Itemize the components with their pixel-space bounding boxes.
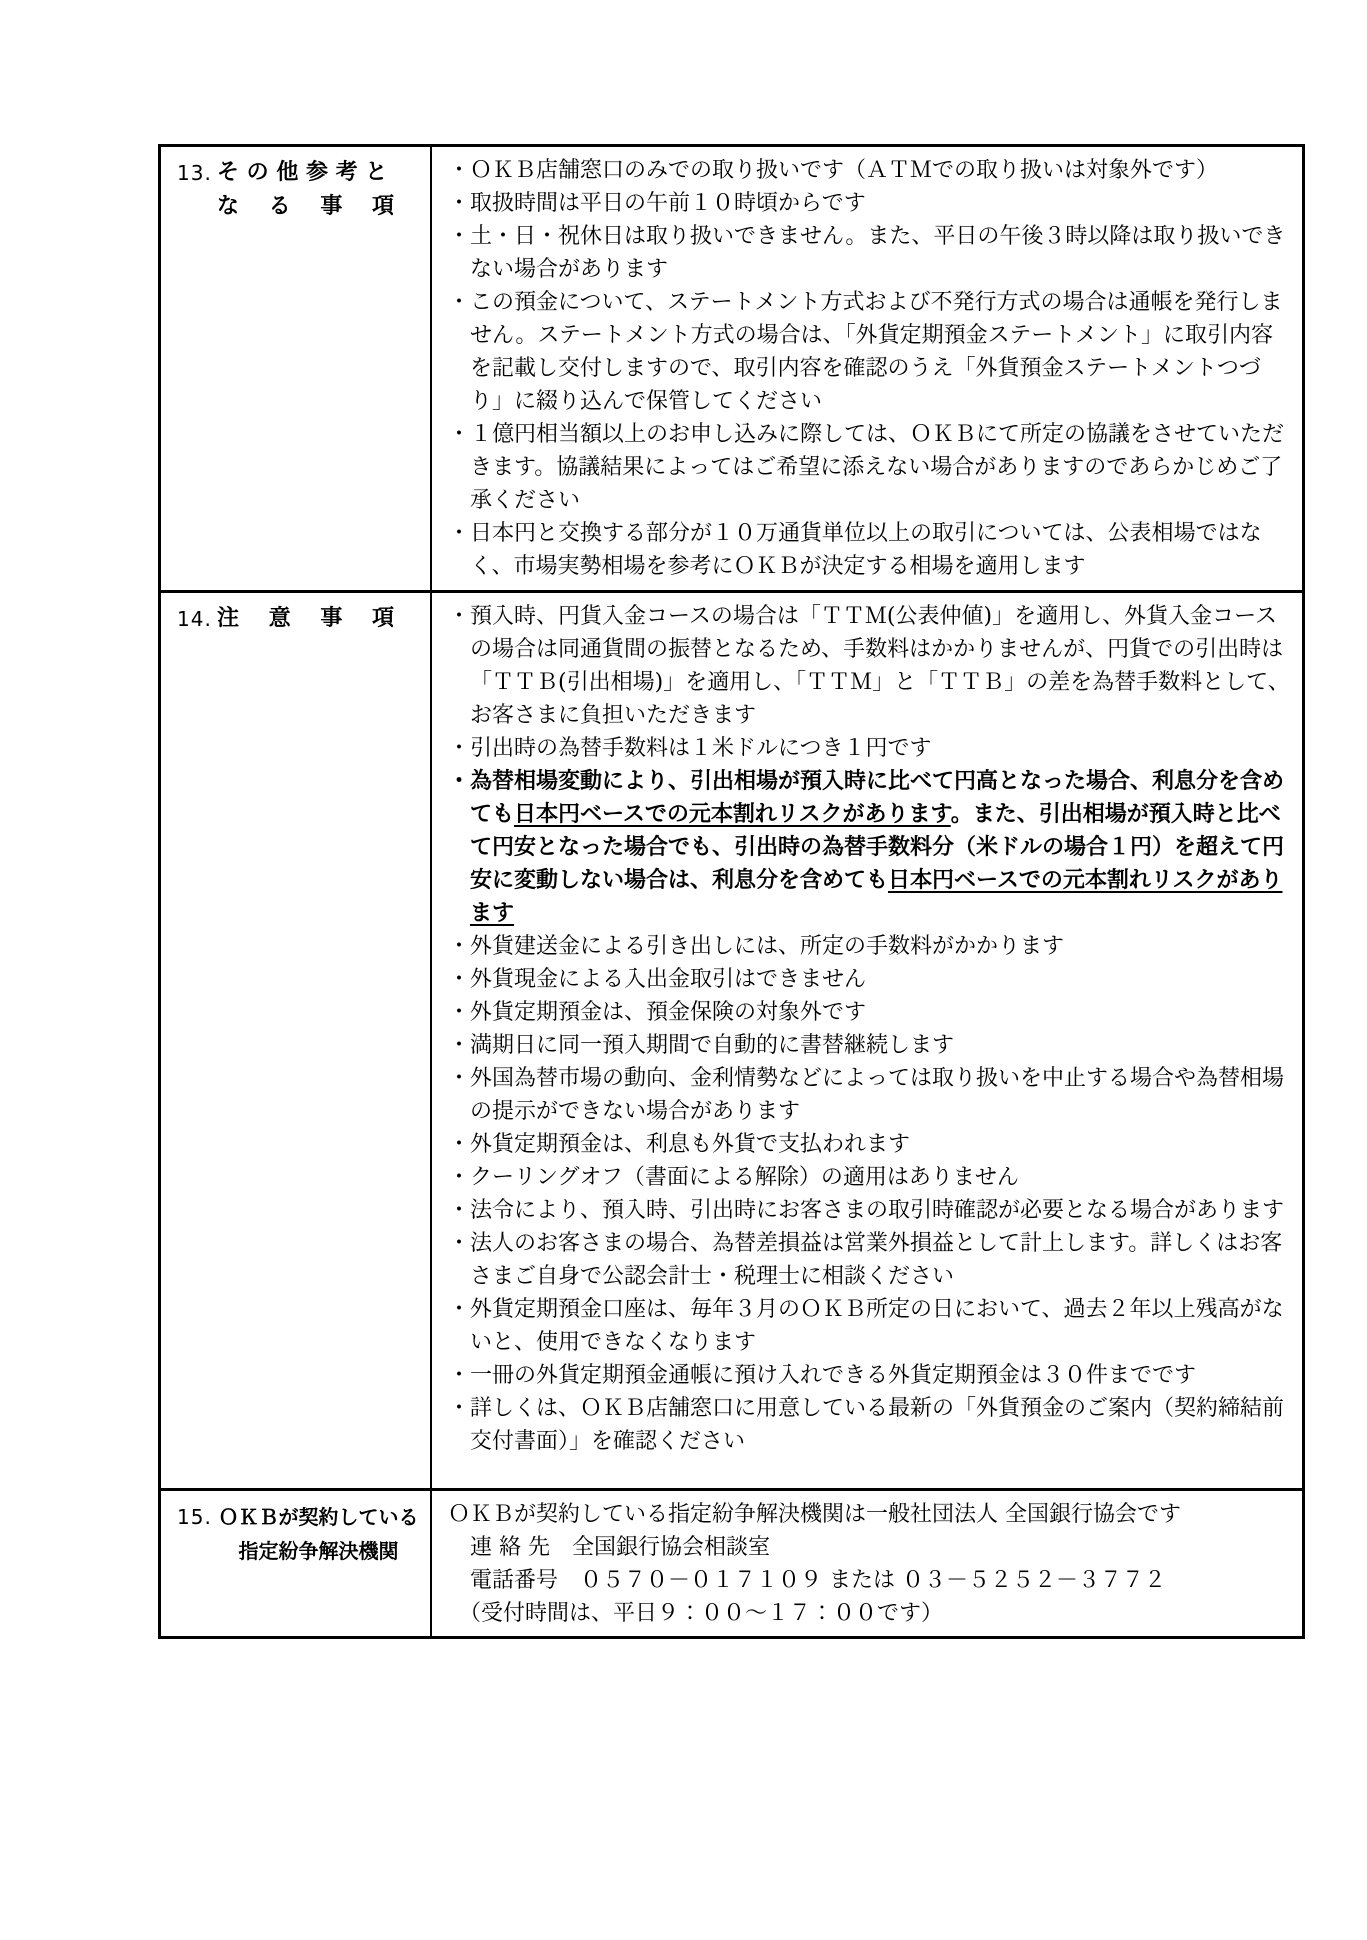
bullet-item: ・外国為替市場の動向、金利情勢などによっては取り扱いを中止する場合や為替相場の提示ができない場合があります (448, 1066, 1285, 1124)
bullet-item: ・法令により、預入時、引出時にお客さまの取引時確認が必要となる場合があります (448, 1198, 1285, 1223)
bullet-item: ・引出時の為替手数料は１米ドルにつき１円です (448, 736, 932, 761)
row-number: 15. (177, 1505, 212, 1529)
risk-text-segment: 。また、引出相場が預入時と比べて円安となった場合でも、引出時の為替手数料分（米ドルの場合１円）を超えて円安に変動しない場合は、利息分を含めても (470, 802, 1285, 893)
bullet-list (448, 930, 1290, 1458)
cautions-content (432, 593, 1302, 1488)
bullet-item: ・詳しくは、ＯＫＢ店舗窓口に用意している最新の「外貨預金のご案内（契約締結前交付書面）」を確認ください (448, 1396, 1285, 1454)
bullet-item: ・ＯＫＢ店舗窓口のみでの取り扱いです（ＡＴＭでの取り扱いは対象外です） (448, 158, 1219, 183)
bullet-item: ・取扱時間は平日の午前１０時頃からです (448, 191, 866, 216)
risk-text-underlined: 日本円ベースでの元本割れリスクがあります (470, 868, 1283, 926)
row-number: 13. (177, 161, 212, 185)
info-line: 電話番号 ０５７０－０１７１０９ または ０３－５２５２－３７７２ (448, 1568, 1166, 1593)
row-header-dispute-resolution (161, 1491, 432, 1636)
risk-text-underlined: 日本円ベースでの元本割れリスクがあります (514, 802, 951, 827)
principal-loss-risk-warning (448, 765, 1290, 930)
row-title-line: な る 事 項 (217, 194, 394, 219)
bullet-list (448, 154, 1290, 583)
info-line: 連 絡 先 全国銀行協会相談室 (448, 1535, 770, 1560)
bullet-item: ・日本円と交換する部分が１０万通貨単位以上の取引については、公表相場ではなく、市場実勢相場を参考にＯＫＢが決定する相場を適用します (448, 521, 1262, 579)
row-header-cautions (161, 593, 432, 1488)
risk-text-segment: ・為替相場変動により、引出相場が預入時に比べて円高となった場合、利息分を含めても (448, 769, 1285, 827)
row-number: 14. (177, 607, 212, 631)
bullet-item: ・外貨現金による入出金取引はできません (448, 967, 867, 992)
bullet-item: ・外貨定期預金は、利息も外貨で支払われます (448, 1132, 911, 1157)
terms-table (158, 144, 1305, 1639)
bullet-item: ・満期日に同一預入期間で自動的に書替継続します (448, 1033, 955, 1058)
bullet-item: ・預入時、円貨入金コースの場合は「ＴＴＭ(公表仲値)」を適用し、外貨入金コースの場合は同通貨間の振替となるため、手数料はかかりませんが、円貨での引出時は「ＴＴＢ(引出相場)」を適用し、「ＴＴＭ」と「ＴＴＢ」の差を為替手数料として、お客さまに負担いただきます (448, 604, 1290, 728)
bullet-item: ・一冊の外貨定期預金通帳に預け入れできる外貨定期預金は３０件までです (448, 1363, 1197, 1388)
table-row-other-reference-notes (161, 147, 1302, 590)
dispute-resolution-content (432, 1491, 1302, 1636)
bullet-item: ・外貨定期預金は、預金保険の対象外です (448, 1000, 867, 1025)
bullet-item: ・外貨建送金による引き出しには、所定の手数料がかかります (448, 934, 1065, 959)
row-title (217, 156, 410, 224)
other-reference-notes-content (432, 147, 1302, 590)
bullet-item: ・この預金について、ステートメント方式および不発行方式の場合は通帳を発行しません。ステートメント方式の場合は、「外貨定期預金ステートメント」に取引内容を記載し交付しますので、取引内容を確認のうえ「外貨預金ステートメントつづり」に綴り込んで保管してください (448, 290, 1283, 414)
row-title-line: 注 意 事 項 (217, 606, 394, 631)
table-row-dispute-resolution (161, 1488, 1302, 1636)
table-row-cautions (161, 590, 1302, 1488)
row-title (217, 1500, 420, 1568)
row-title (217, 602, 410, 636)
info-line-list (448, 1498, 1290, 1630)
bullet-list (448, 600, 1290, 765)
row-title-line: ＯＫＢが契約している (218, 1505, 419, 1529)
info-line: ＯＫＢが契約している指定紛争解決機関は一般社団法人 全国銀行協会です (448, 1502, 1181, 1527)
row-header-other-reference-notes (161, 147, 432, 590)
row-title-line: そ の 他 参 考 と (217, 160, 388, 185)
bullet-item: ・１億円相当額以上のお申し込みに際しては、ＯＫＢにて所定の協議をさせていただきます。協議結果によってはご希望に添えない場合がありますのであらかじめご了承ください (448, 422, 1285, 513)
bullet-item: ・土・日・祝休日は取り扱いできません。また、平日の午後３時以降は取り扱いできない場合があります (448, 224, 1286, 282)
bullet-item: ・外貨定期預金口座は、毎年３月のＯＫＢ所定の日において、過去２年以上残高がないと、使用できなくなります (448, 1297, 1284, 1355)
row-title-line: 指定紛争解決機関 (238, 1539, 399, 1563)
bullet-item: ・法人のお客さまの場合、為替差損益は営業外損益として計上します。詳しくはお客さまご自身で公認会計士・税理士に相談ください (448, 1231, 1283, 1289)
info-line: （受付時間は、平日９：００～１７：００です） (448, 1601, 944, 1626)
bullet-item: ・クーリングオフ（書面による解除）の適用はありません (448, 1165, 1019, 1190)
